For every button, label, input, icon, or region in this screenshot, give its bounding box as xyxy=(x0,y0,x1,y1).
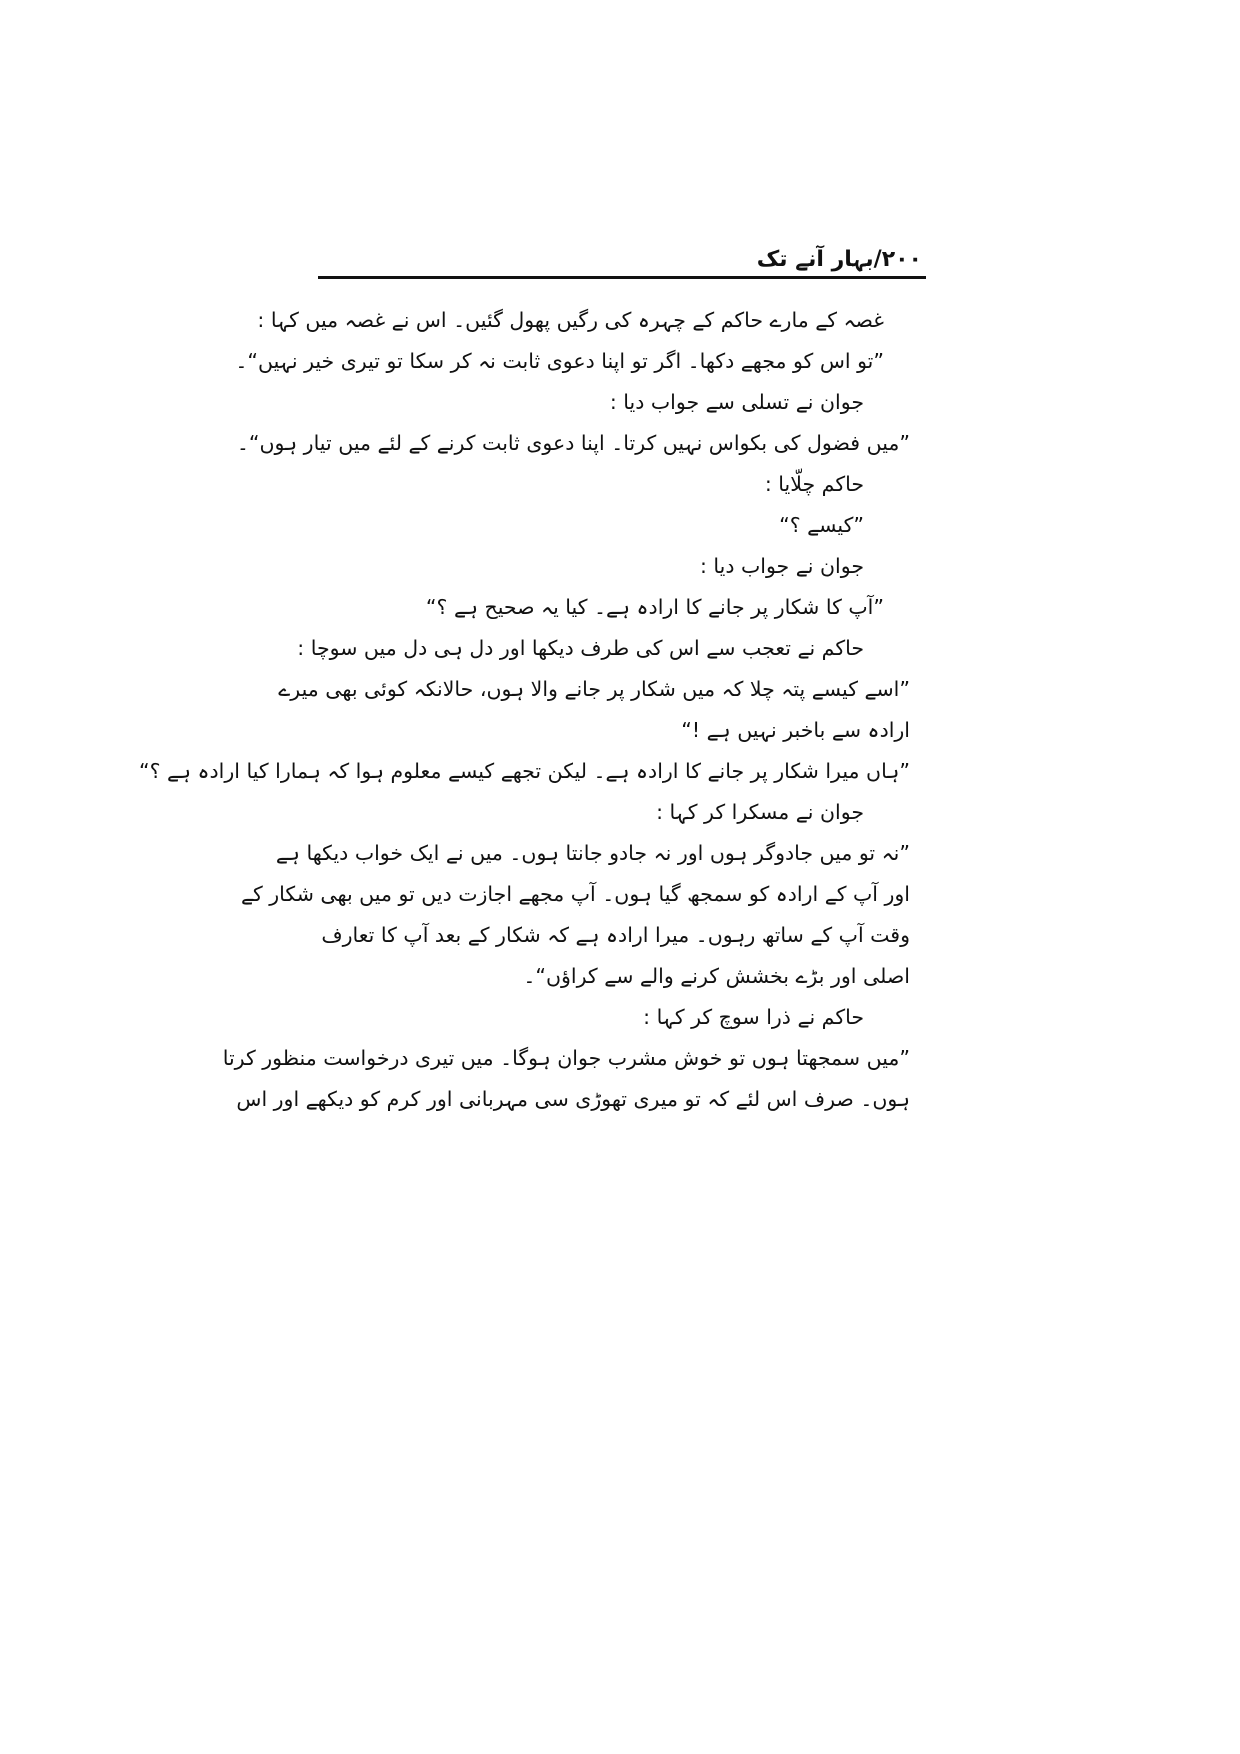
text-line: ”تو اس کو مجھے دکھا۔ اگر تو اپنا دعوی ثابت نہ کر سکا تو تیری خیر نہیں“۔ xyxy=(235,349,884,373)
text-line: ”میں فضول کی بکواس نہیں کرتا۔ اپنا دعوی ثابت کرنے کے لئے میں تیار ہوں“۔ xyxy=(236,431,910,455)
text-line: اور آپ کے ارادہ کو سمجھ گیا ہوں۔ آپ مجھے اجازت دیں تو میں بھی شکار کے xyxy=(240,882,910,906)
text-line: جوان نے جواب دیا : xyxy=(699,554,864,578)
running-head: ۲۰۰/بہار آنے تک xyxy=(756,247,922,272)
text-line: اصلی اور بڑے بخشش کرنے والے سے کراؤں“۔ xyxy=(523,964,910,988)
text-line: حاکم چلّایا : xyxy=(764,472,864,496)
text-line: وقت آپ کے ساتھ رہوں۔ میرا ارادہ ہے کہ شکار کے بعد آپ کا تعارف xyxy=(321,923,910,947)
body-text xyxy=(138,300,910,1120)
text-line: جوان نے تسلی سے جواب دیا : xyxy=(609,390,864,414)
text-line: ”اسے کیسے پتہ چلا کہ میں شکار پر جانے والا ہوں، حالانکہ کوئی بھی میرے xyxy=(278,677,910,701)
text-line: جوان نے مسکرا کر کہا : xyxy=(656,800,864,824)
text-line: ارادہ سے باخبر نہیں ہے !“ xyxy=(681,718,910,742)
text-line: غصہ کے مارے حاکم کے چہرہ کی رگیں پھول گئیں۔ اس نے غصہ میں کہا : xyxy=(257,308,884,332)
text-line: ”آپ کا شکار پر جانے کا ارادہ ہے۔ کیا یہ صحیح ہے ؟“ xyxy=(425,595,884,619)
text-line: ہوں۔ صرف اس لئے کہ تو میری تھوڑی سی مہربانی اور کرم کو دیکھے اور اس xyxy=(236,1087,910,1111)
text-line: حاکم نے تعجب سے اس کی طرف دیکھا اور دل ہی دل میں سوچا : xyxy=(297,636,864,660)
text-line: ”ہاں میرا شکار پر جانے کا ارادہ ہے۔ لیکن تجھے کیسے معلوم ہوا کہ ہمارا کیا ارادہ ہے ؟“ xyxy=(138,759,910,783)
text-line: حاکم نے ذرا سوچ کر کہا : xyxy=(643,1005,864,1029)
text-line: ”کیسے ؟“ xyxy=(779,513,864,537)
text-line: ”میں سمجھتا ہوں تو خوش مشرب جوان ہوگا۔ میں تیری درخواست منظور کرتا xyxy=(222,1046,910,1070)
text-line: ”نہ تو میں جادوگر ہوں اور نہ جادو جانتا ہوں۔ میں نے ایک خواب دیکھا ہے xyxy=(275,841,910,865)
header-rule xyxy=(318,276,926,279)
